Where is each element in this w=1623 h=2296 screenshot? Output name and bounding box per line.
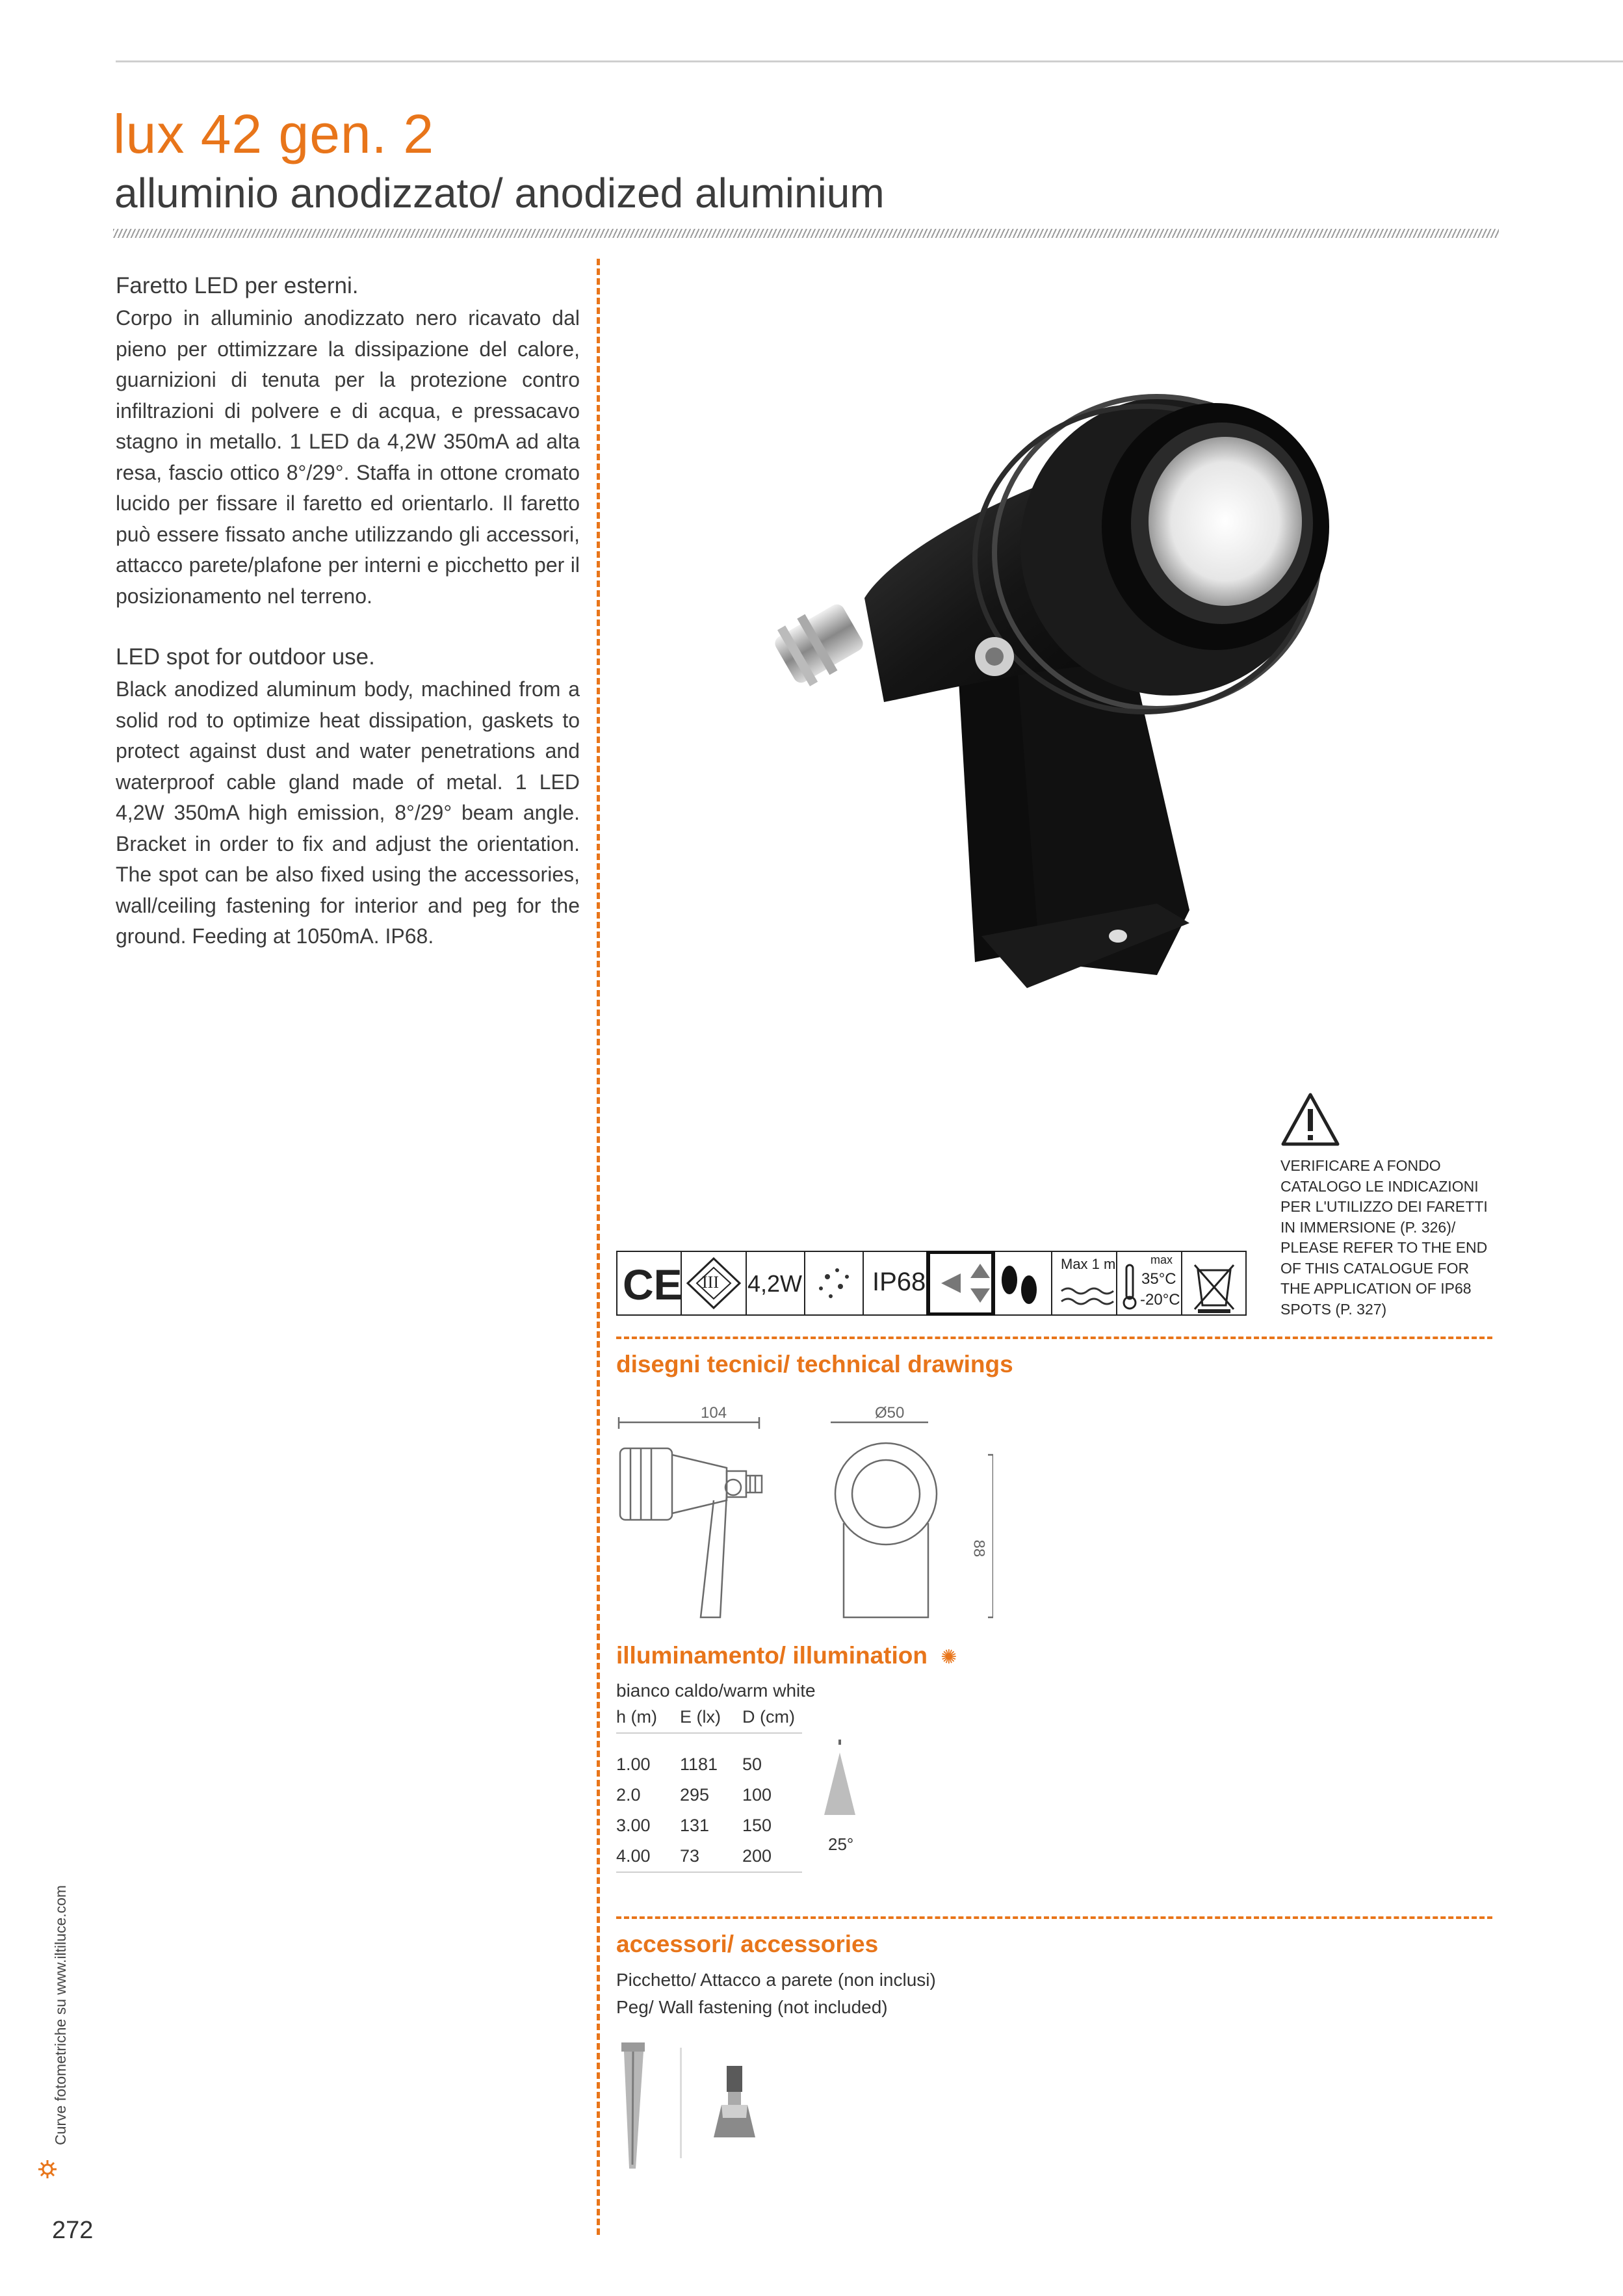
dim-diameter: Ø50 <box>875 1404 905 1422</box>
temp-max-label: max <box>1150 1253 1173 1266</box>
technical-drawing <box>616 1403 993 1630</box>
cell-e: 73 <box>680 1846 700 1866</box>
power-label: 4,2W <box>747 1270 803 1297</box>
cell-d: 50 <box>742 1755 762 1774</box>
warning-icon <box>1280 1092 1340 1147</box>
peg-accessory <box>619 2041 647 2171</box>
description-column <box>116 273 580 985</box>
section-divider-1 <box>616 1337 1492 1339</box>
product-photo <box>767 351 1417 1066</box>
page-number: 272 <box>52 2217 94 2244</box>
accessory-separator <box>680 2048 682 2158</box>
description-body-it: Corpo in alluminio anodizzato nero ricavato dal pieno per ottimizzare la dissipazione del calore, guarnizioni di tenuta per la protezione contro infiltrazioni di polvere e di acqua, e pressacavo stagno in metallo. 1 LED da 4,2W 350mA ad alta resa, fascio ottico 8°/29°. Staffa in ottone cromato lucido per fissare il faretto ed orientarlo. Il faretto può essere fissato anche utilizzando gli accessori, attacco parete/plafone per interni e picchetto per il posizionamento nel terreno. <box>116 306 580 608</box>
sun-icon <box>38 2159 57 2179</box>
page-title: lux 42 gen. 2 <box>113 103 435 164</box>
certification-icons <box>616 1251 1247 1316</box>
class-iii-icon: III <box>702 1273 719 1292</box>
cell-h: 1.00 <box>616 1755 651 1774</box>
temp-max: 35°C <box>1141 1270 1176 1288</box>
illumination-table-wrap <box>616 1702 802 1873</box>
cell-h: 3.00 <box>616 1816 651 1835</box>
dim-length: 104 <box>701 1404 727 1422</box>
wall-fastening-accessory <box>708 2066 760 2141</box>
table-row <box>616 1810 802 1841</box>
ip68-icon: IP68 <box>872 1268 926 1296</box>
header-d: D (cm) <box>742 1707 795 1727</box>
hatch-divider <box>113 229 1499 238</box>
description-heading-en: LED spot for outdoor use. <box>116 644 375 670</box>
cell-h: 4.00 <box>616 1846 651 1866</box>
illumination-subtitle: bianco caldo/warm white <box>616 1680 816 1701</box>
illumination-title-text: illuminamento/ illumination <box>616 1642 928 1669</box>
table-header-row <box>616 1702 802 1733</box>
beam-angle: 25° <box>828 1834 854 1854</box>
cell-d: 150 <box>742 1816 772 1835</box>
header-h: h (m) <box>616 1707 657 1727</box>
accessories-line-it: Picchetto/ Attacco a parete (non inclusi) <box>616 1970 936 1990</box>
column-divider <box>597 259 600 2235</box>
dim-height: 88 <box>970 1539 988 1558</box>
page-subtitle: alluminio anodizzato/ anodized aluminium <box>114 170 885 216</box>
table-row <box>616 1749 802 1780</box>
description-body-en: Black anodized aluminum body, machined from a solid rod to optimize heat dissipation, gaskets to protect against dust and water penetrations and waterproof cable gland made of metal. 1 LED 4,2W 350mA high emission, 8°/29° beam angle. Bracket in order to fix and adjust the orientation. The spot can be also fixed using the accessories, wall/ceiling fastening for interior and peg for the ground. Feeding at 1050mA. IP68. <box>116 677 580 948</box>
cell-d: 100 <box>742 1785 772 1805</box>
warning-text: VERIFICARE A FONDO CATALOGO LE INDICAZIONI PER L'UTILIZZO DEI FARETTI IN IMMERSIONE (P. 326)/ PLEASE REFER TO THE END OF THIS CATALOGUE FOR THE APPLICATION OF IP68 SPOTS (P. 327) <box>1280 1157 1488 1318</box>
temp-min: -20°C <box>1140 1291 1180 1309</box>
cell-h: 2.0 <box>616 1785 641 1805</box>
drawings-title: disegni tecnici/ technical drawings <box>616 1351 1013 1377</box>
description-heading-it: Faretto LED per esterni. <box>116 273 359 298</box>
header-e: E (lx) <box>680 1707 721 1727</box>
illumination-table <box>616 1702 802 1873</box>
cell-e: 1181 <box>680 1755 718 1774</box>
top-rule <box>116 60 1623 62</box>
cell-e: 131 <box>680 1816 710 1835</box>
illumination-title <box>616 1642 957 1669</box>
sun-icon: ✺ <box>941 1646 957 1668</box>
section-divider-2 <box>616 1916 1492 1919</box>
accessories-title: accessori/ accessories <box>616 1931 879 1957</box>
table-row <box>616 1780 802 1810</box>
photometric-link[interactable]: Curve fotometriche su www.iltiluce.com <box>52 1885 69 2145</box>
accessories-line-en: Peg/ Wall fastening (not included) <box>616 1997 888 2017</box>
ce-mark-icon: CE <box>623 1260 682 1309</box>
water-depth-icon: Max 1 m <box>1061 1256 1116 1272</box>
table-row <box>616 1841 802 1872</box>
cell-e: 295 <box>680 1785 710 1805</box>
cell-d: 200 <box>742 1846 772 1866</box>
